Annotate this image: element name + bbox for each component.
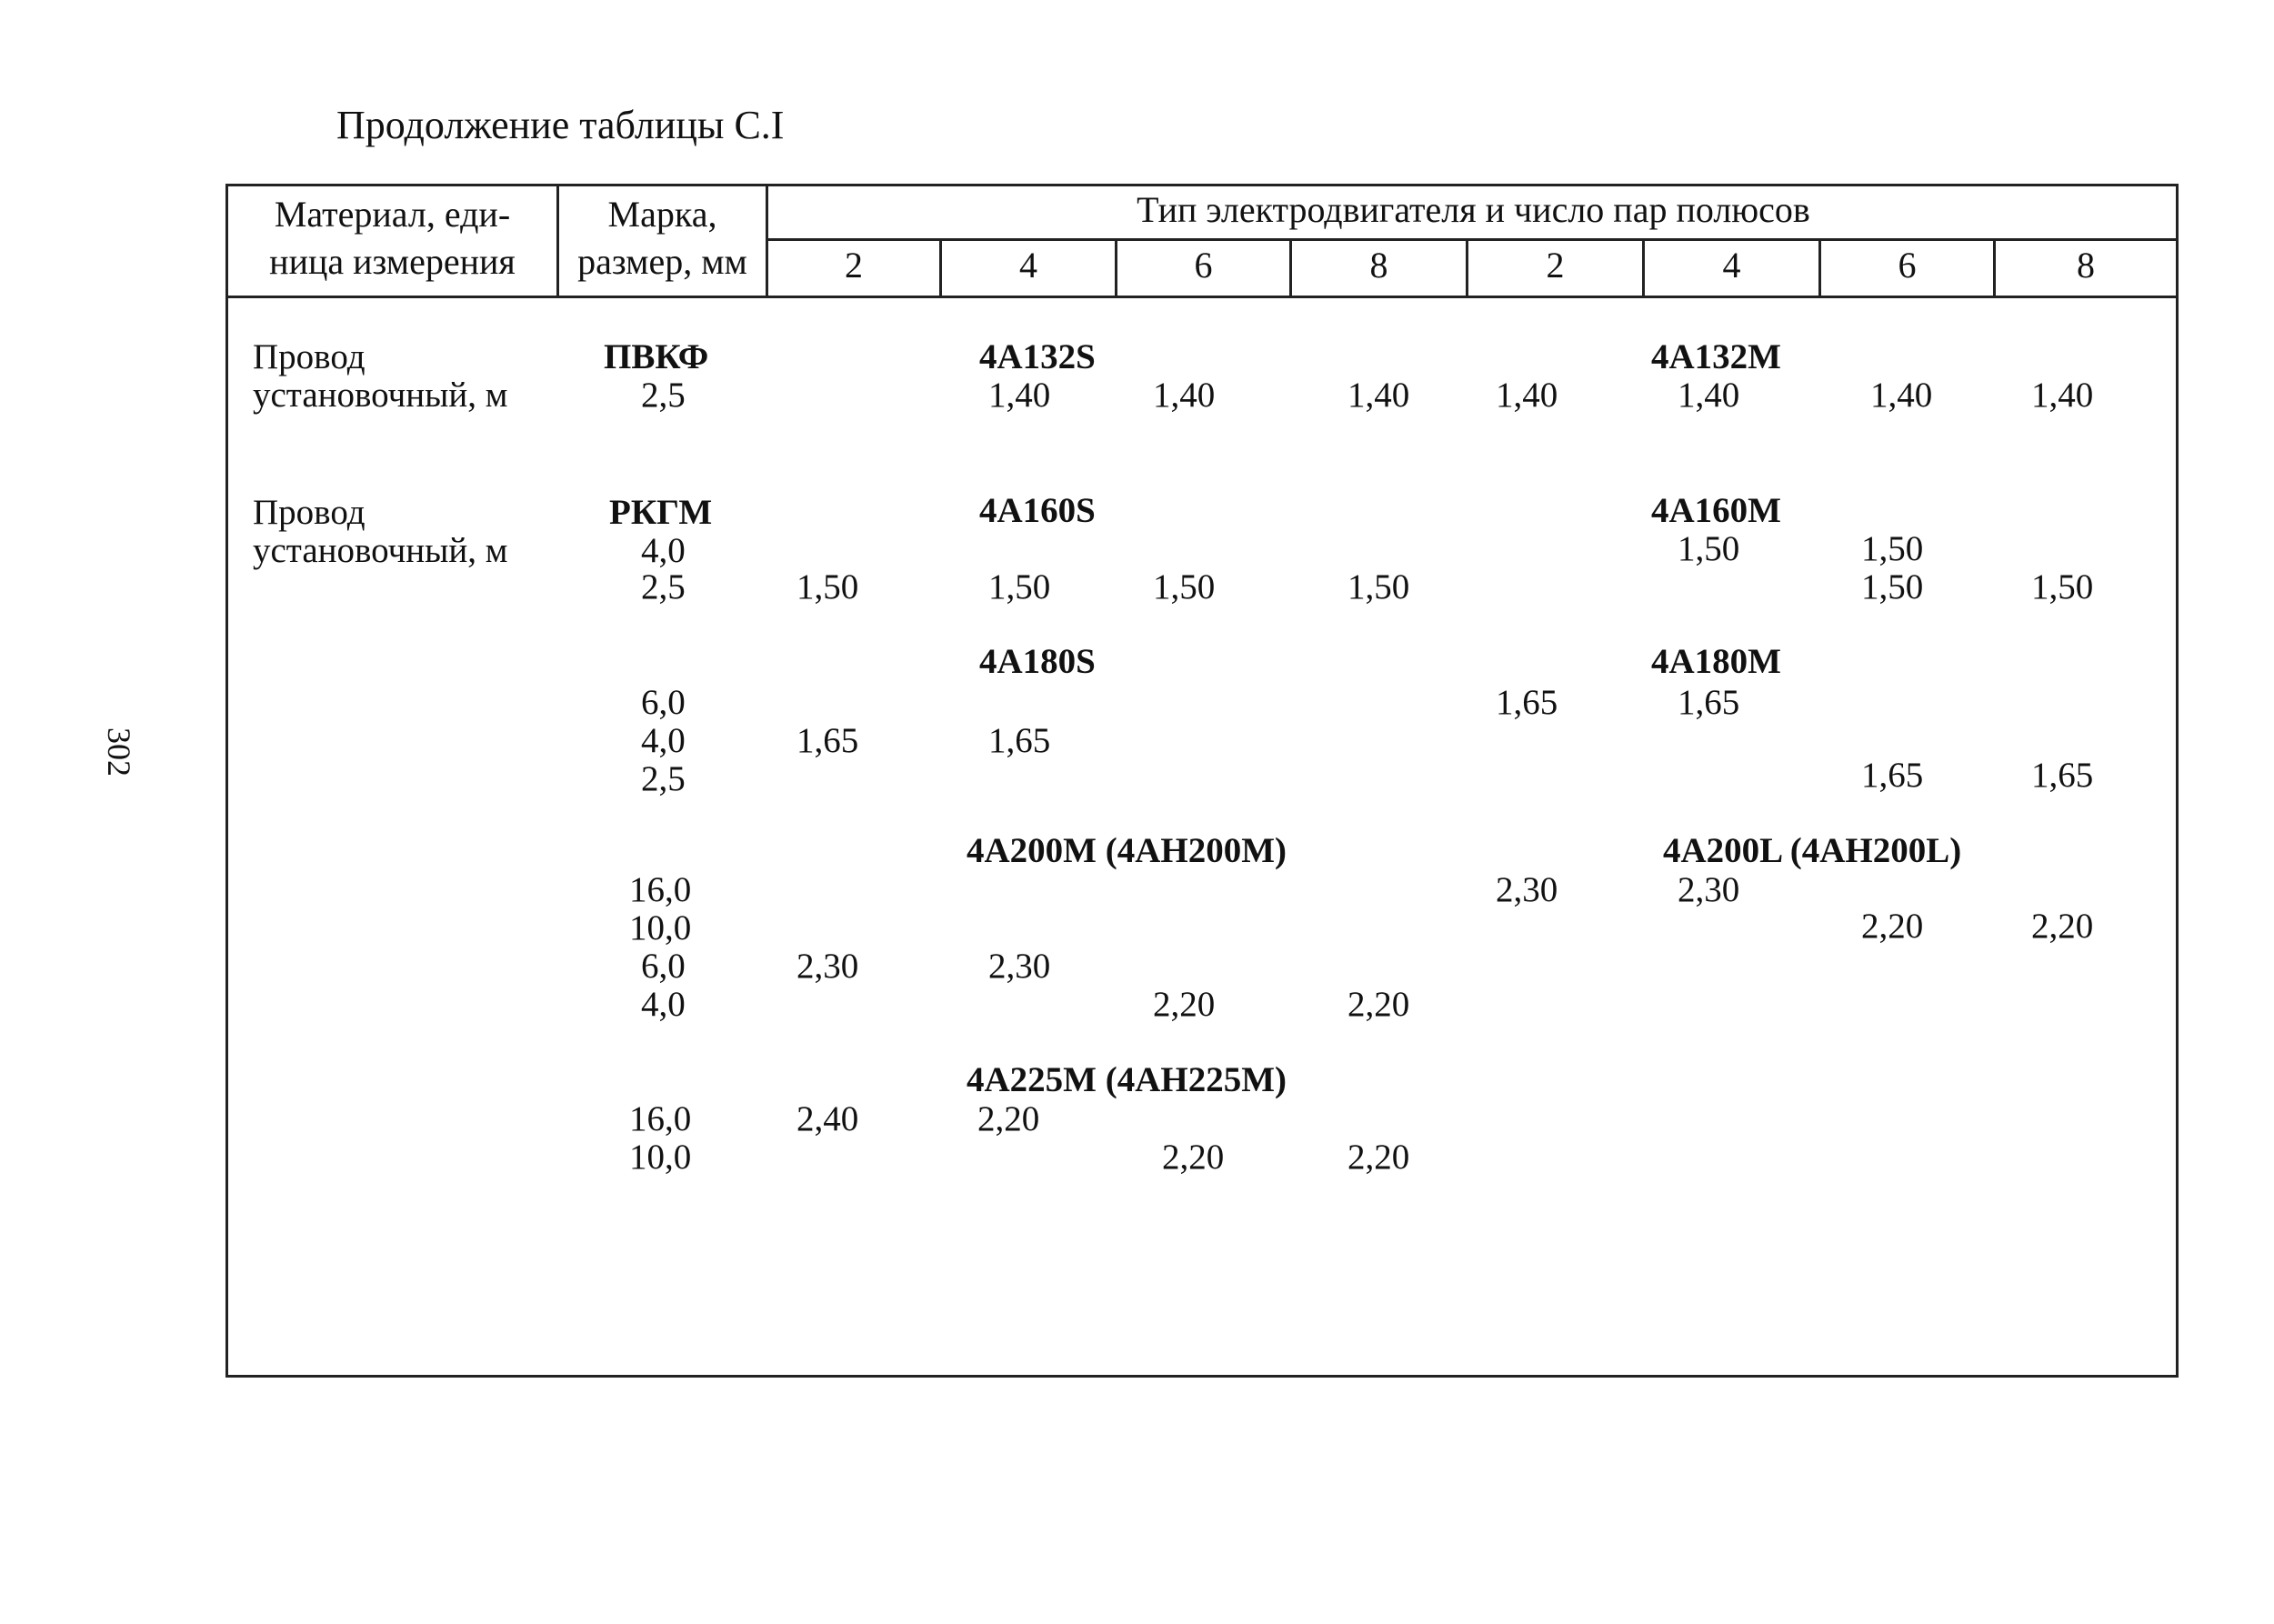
value-cell: 1,50: [796, 567, 859, 606]
value-cell: 1,65: [1678, 683, 1740, 722]
motor-type-label: 4А160М: [1651, 491, 1781, 530]
header-poles: 6: [1194, 245, 1213, 286]
value-cell: 1,40: [1678, 376, 1740, 415]
size-value: 2,5: [641, 376, 686, 415]
page-number: 302: [101, 727, 137, 777]
size-value: 4,0: [641, 985, 686, 1024]
header-poles: 8: [1369, 245, 1388, 286]
value-cell: 2,30: [988, 947, 1051, 986]
header-poles: 4: [1019, 245, 1037, 286]
brand-label: ПВКФ: [604, 337, 709, 376]
value-cell: 2,20: [1861, 907, 1924, 946]
header-brand: [559, 191, 766, 286]
header-material-line-2: ница измерения: [269, 241, 516, 282]
motor-type-label: 4А180М: [1651, 642, 1781, 681]
size-value: 16,0: [629, 1099, 692, 1138]
size-value: 16,0: [629, 870, 692, 909]
value-cell: 1,40: [2031, 376, 2094, 415]
value-cell: 2,20: [2031, 907, 2094, 946]
material-line-2: установочный, м: [253, 531, 508, 570]
value-cell: 2,20: [1162, 1138, 1225, 1177]
value-cell: 1,40: [1496, 376, 1558, 415]
value-cell: 2,20: [1347, 1138, 1410, 1177]
header-poles: 2: [1546, 245, 1565, 286]
header-poles: 6: [1898, 245, 1917, 286]
value-cell: 1,50: [1678, 529, 1740, 568]
header-brand-line-1: Марка,: [607, 194, 717, 235]
size-value: 4,0: [641, 721, 686, 760]
size-value: 2,5: [641, 567, 686, 606]
value-cell: 1,40: [1153, 376, 1216, 415]
motor-type-label: 4А132S: [979, 337, 1096, 376]
size-value: 4,0: [641, 531, 686, 570]
value-cell: 2,20: [1153, 985, 1216, 1024]
material-line-2: установочный, м: [253, 376, 508, 415]
value-cell: 2,40: [796, 1099, 859, 1138]
motor-type-label: 4А200М (4АН200М): [967, 831, 1287, 870]
material-name: [253, 494, 507, 570]
group-header-line: [766, 238, 2179, 241]
material-line-1: Провод: [253, 337, 366, 376]
header-poles: 8: [2077, 245, 2095, 286]
value-cell: 1,40: [1870, 376, 1933, 415]
motor-type-label: 4А132М: [1651, 337, 1781, 376]
value-cell: 1,65: [988, 721, 1051, 760]
motor-type-label: 4А200L (4АН200L): [1663, 831, 1962, 870]
value-cell: 1,50: [1861, 567, 1924, 606]
header-motor-group: Тип электродвигателя и число пар полюсов: [1137, 189, 1810, 230]
value-cell: 1,50: [2031, 567, 2094, 606]
value-cell: 1,65: [1861, 756, 1924, 795]
value-cell: 1,50: [1153, 567, 1216, 606]
size-value: 10,0: [629, 1138, 692, 1177]
value-cell: 1,40: [988, 376, 1051, 415]
header-material-line-1: Материал, еди-: [274, 194, 511, 235]
value-cell: 1,65: [2031, 756, 2094, 795]
value-cell: 1,50: [988, 567, 1051, 606]
material-line-1: Провод: [253, 493, 366, 532]
motor-type-label: 4А225М (4АН225М): [967, 1060, 1287, 1099]
value-cell: 2,20: [1347, 985, 1410, 1024]
size-value: 10,0: [629, 908, 692, 947]
header-bottom-line: [225, 296, 2179, 298]
header-brand-line-2: размер, мм: [577, 241, 747, 282]
value-cell: 1,40: [1347, 376, 1410, 415]
table-caption: Продолжение таблицы С.I: [336, 103, 785, 147]
value-cell: 2,30: [1678, 870, 1740, 909]
value-cell: 1,65: [1496, 683, 1558, 722]
value-cell: 2,20: [977, 1099, 1040, 1138]
header-material: [228, 191, 556, 286]
material-name: [253, 338, 507, 415]
value-cell: 1,50: [1861, 529, 1924, 568]
brand-label: РКГМ: [609, 493, 713, 532]
header-poles: 4: [1722, 245, 1741, 286]
value-cell: 2,30: [796, 947, 859, 986]
value-cell: 1,50: [1347, 567, 1410, 606]
motor-type-label: 4А160S: [979, 491, 1096, 530]
value-cell: 1,65: [796, 721, 859, 760]
header-poles: 2: [845, 245, 863, 286]
value-cell: 2,30: [1496, 870, 1558, 909]
size-value: 6,0: [641, 947, 686, 986]
size-value: 2,5: [641, 759, 686, 798]
size-value: 6,0: [641, 683, 686, 722]
motor-type-label: 4А180S: [979, 642, 1096, 681]
